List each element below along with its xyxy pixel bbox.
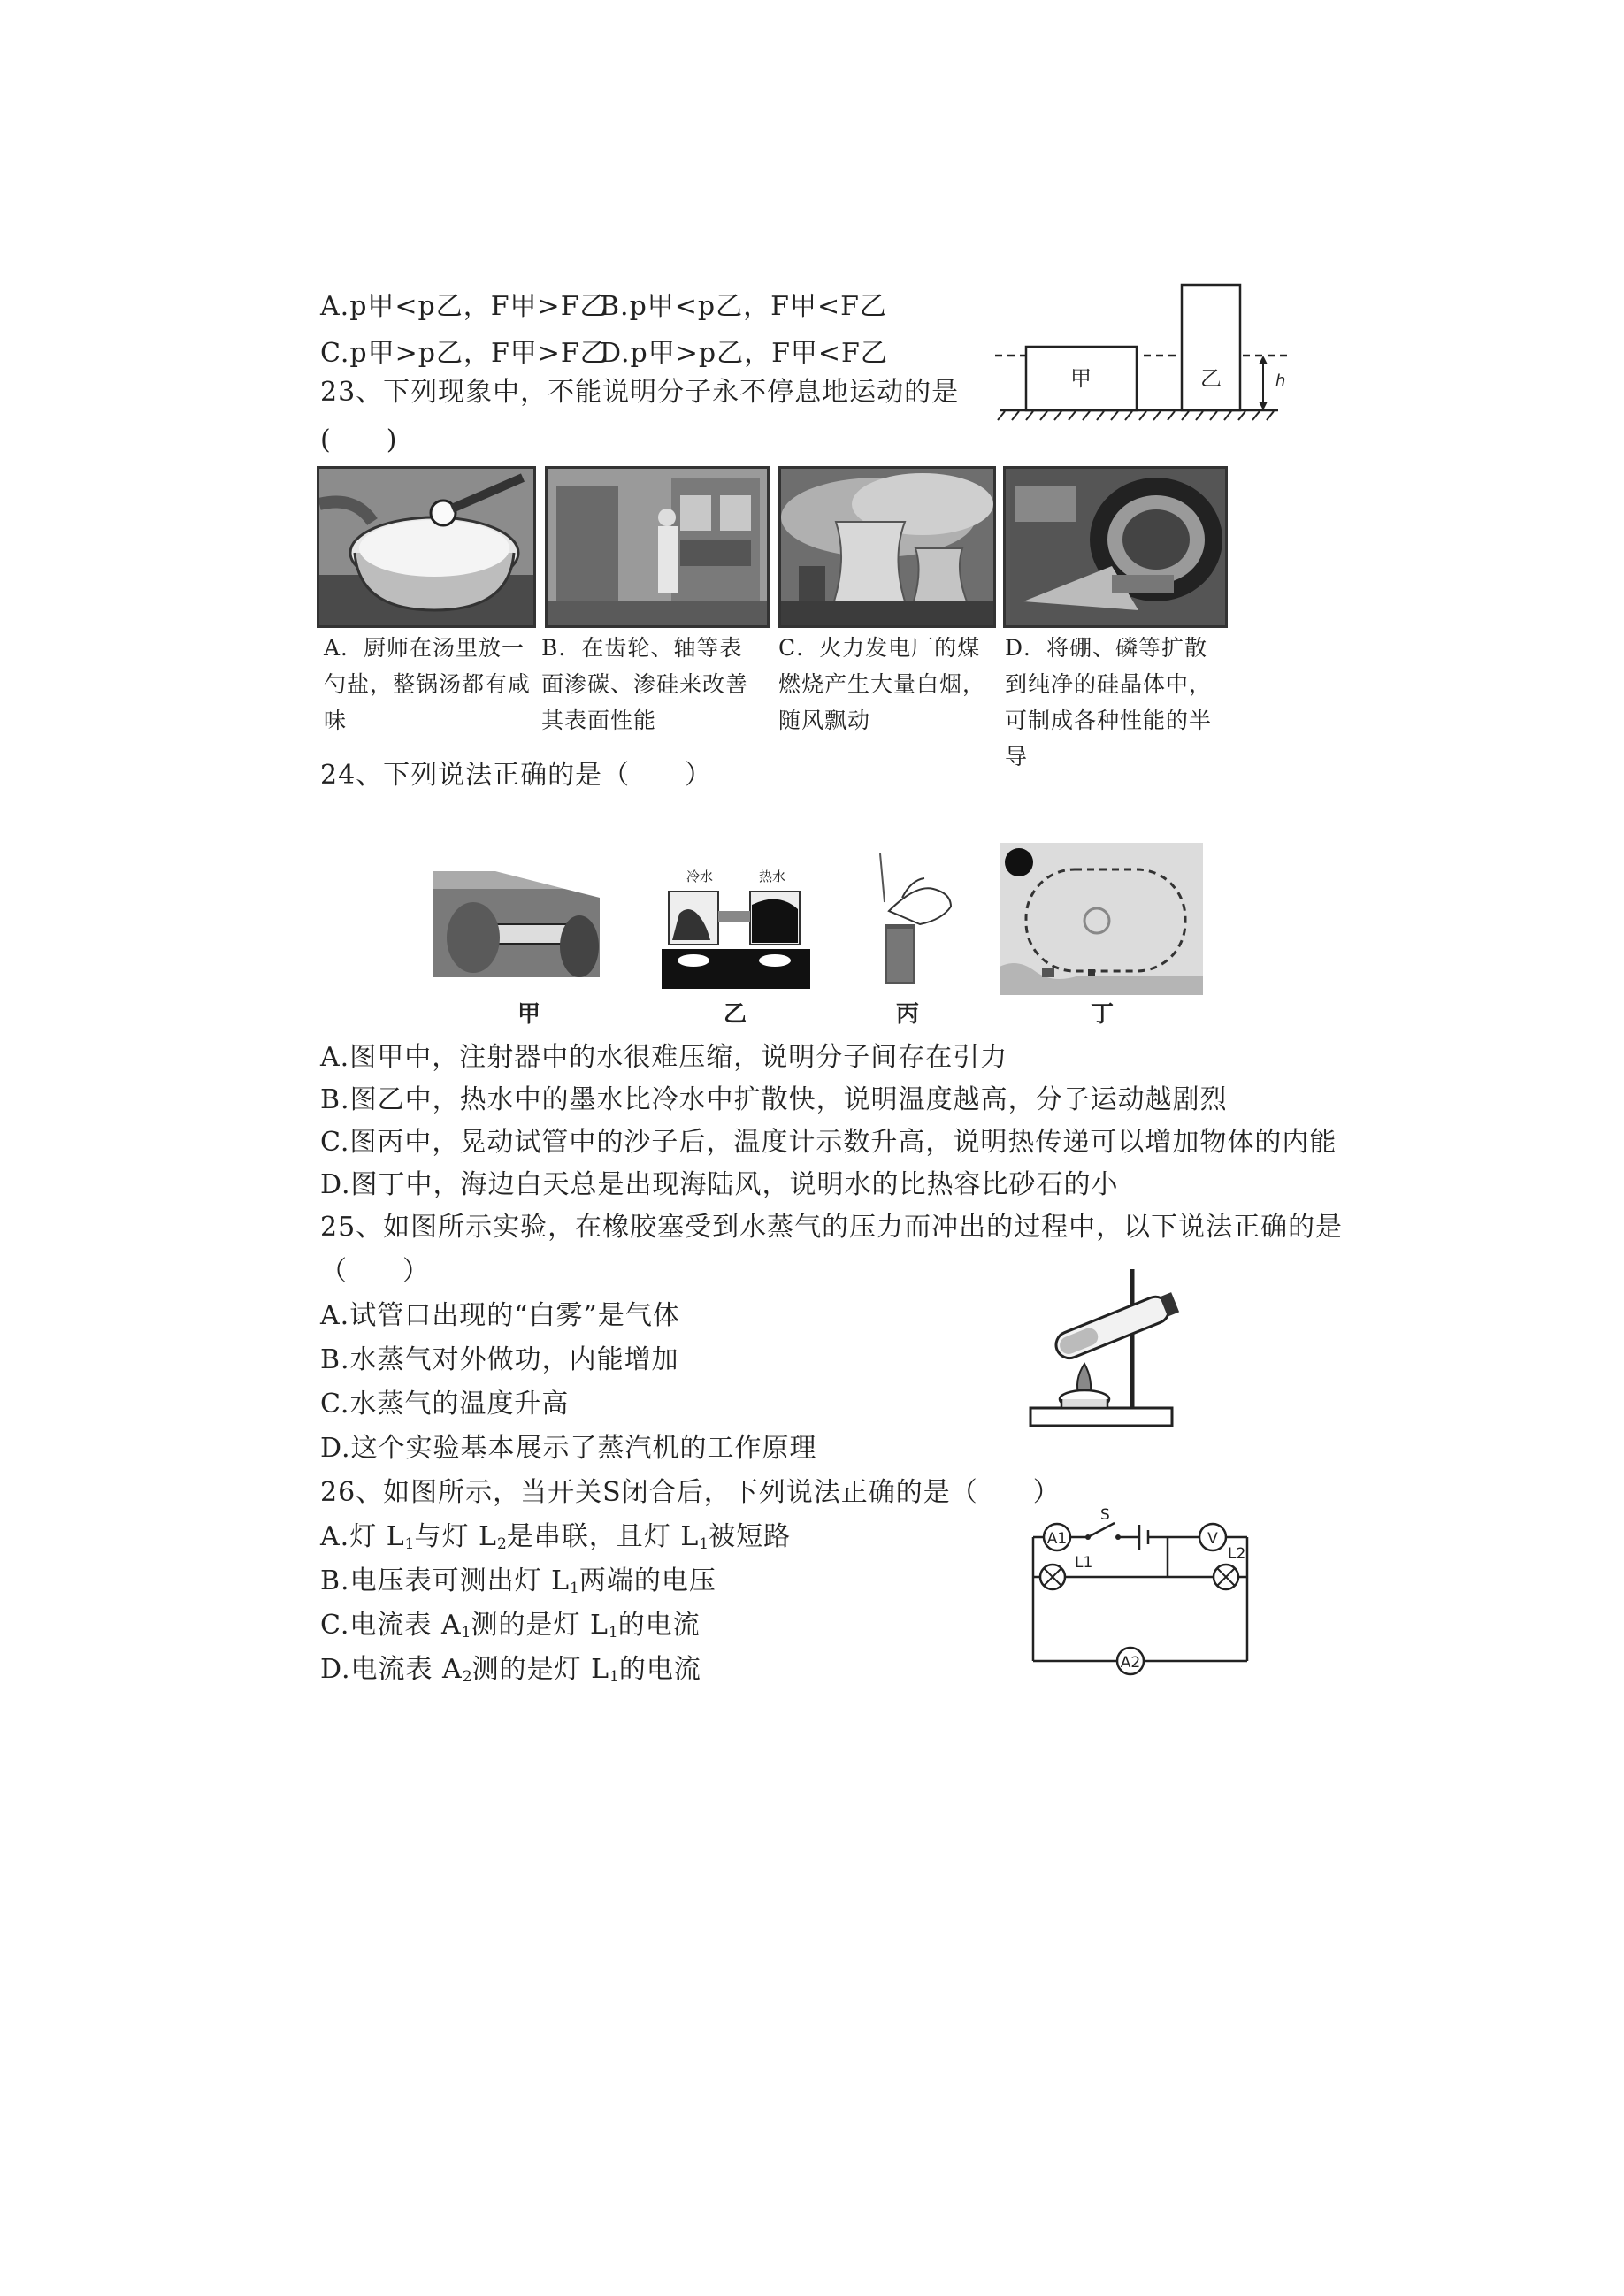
q24-figure-jia-syringe — [433, 871, 600, 991]
q24-fig-label-ding: 丁 — [1091, 1001, 1115, 1028]
q24-fig-label-bing: 丙 — [896, 1001, 921, 1028]
q24-figure-ding-sea-breeze — [1000, 843, 1203, 995]
q24-fig-label-yi: 乙 — [724, 1001, 748, 1028]
q24-label-hot: 热水 — [759, 869, 786, 884]
q24-label-cold: 冷水 — [686, 869, 714, 884]
circuit-a2-label: A2 — [1120, 1654, 1141, 1672]
circuit-a1-label: A1 — [1046, 1530, 1068, 1548]
q26-option-b: B.电压表可测出灯 $L_1$两端的电压 — [320, 1565, 716, 1597]
q25-option-d: D.这个实验基本展示了蒸汽机的工作原理 — [320, 1433, 817, 1464]
q23-answer-blank: ( ) — [320, 425, 398, 455]
circuit-l2-label: L2 — [1228, 1545, 1246, 1563]
q24-stem: 24、下列说法正确的是（ ） — [320, 760, 713, 791]
q24-figure-bing-test-tube — [862, 849, 969, 991]
q22-label-jia: 甲 — [1070, 366, 1092, 391]
q26-circuit-diagram — [1026, 1502, 1256, 1679]
q22-option-c: C.p甲>p乙，F甲>F乙 — [320, 338, 608, 369]
circuit-switch-label: S — [1100, 1506, 1110, 1524]
q26-option-c: C.电流表 $A_1$测的是灯 $L_1$的电流 — [320, 1610, 701, 1642]
circuit-v-label: V — [1207, 1530, 1218, 1548]
q25-answer-blank: （ ） — [320, 1256, 430, 1287]
q23-caption-a: A．厨师在汤里放一勺盐，整锅汤都有咸味 — [324, 635, 532, 733]
q26-stem: 26、如图所示，当开关S闭合后，下列说法正确的是（ ） — [320, 1477, 1061, 1508]
q23-caption-b: B．在齿轮、轴等表面渗碳、渗硅来改善其表面性能 — [541, 635, 749, 733]
q22-container-figure — [982, 274, 1300, 425]
q23-stem: 23、下列现象中，不能说明分子永不停息地运动的是 — [320, 377, 960, 408]
q22-option-a: A.p甲<p乙，F甲>F乙 — [320, 291, 608, 322]
q24-option-a: A.图甲中，注射器中的水很难压缩，说明分子间存在引力 — [320, 1042, 1008, 1073]
q23-photo-a-soup — [317, 466, 536, 628]
q25-option-a: A.试管口出现的“白雾”是气体 — [320, 1300, 680, 1331]
circuit-l1-label: L1 — [1075, 1554, 1093, 1572]
q25-stem: 25、如图所示实验，在橡胶塞受到水蒸气的压力而冲出的过程中，以下说法正确的是 — [320, 1212, 1344, 1243]
q22-label-yi: 乙 — [1200, 366, 1222, 391]
q22-option-d: D.p甲>p乙，F甲<F乙 — [600, 338, 888, 369]
q23-photo-c-power-plant — [778, 466, 996, 628]
q25-option-c: C.水蒸气的温度升高 — [320, 1389, 570, 1420]
q26-option-a: A.灯 $L_1$与灯 $L_2$是串联，且灯 $L_1$被短路 — [320, 1521, 792, 1553]
q24-option-b: B.图乙中，热水中的墨水比冷水中扩散快，说明温度越高，分子运动越剧烈 — [320, 1084, 1228, 1115]
q23-photo-b-factory — [545, 466, 770, 628]
q24-fig-label-jia: 甲 — [517, 1001, 542, 1028]
q25-steam-figure — [1026, 1265, 1194, 1433]
q24-option-d: D.图丁中，海边白天总是出现海陆风，说明水的比热容比砂石的小 — [320, 1169, 1119, 1200]
q26-option-d: D.电流表 $A_2$测的是灯 $L_1$的电流 — [320, 1654, 701, 1686]
q24-option-c: C.图丙中，晃动试管中的沙子后，温度计示数升高，说明热传递可以增加物体的内能 — [320, 1127, 1337, 1158]
q24-figure-yi-ink — [662, 865, 810, 989]
q22-option-b: B.p甲<p乙，F甲<F乙 — [600, 291, 887, 322]
q25-option-b: B.水蒸气对外做功，内能增加 — [320, 1344, 679, 1375]
q23-photo-d-semiconductor — [1003, 466, 1228, 628]
q23-caption-d: D．将硼、磷等扩散到纯净的硅晶体中，可制成各种性能的半导 — [1005, 635, 1213, 769]
q22-label-h: h — [1275, 371, 1286, 390]
q23-caption-c: C．火力发电厂的煤燃烧产生大量白烟，随风飘动 — [778, 635, 986, 733]
